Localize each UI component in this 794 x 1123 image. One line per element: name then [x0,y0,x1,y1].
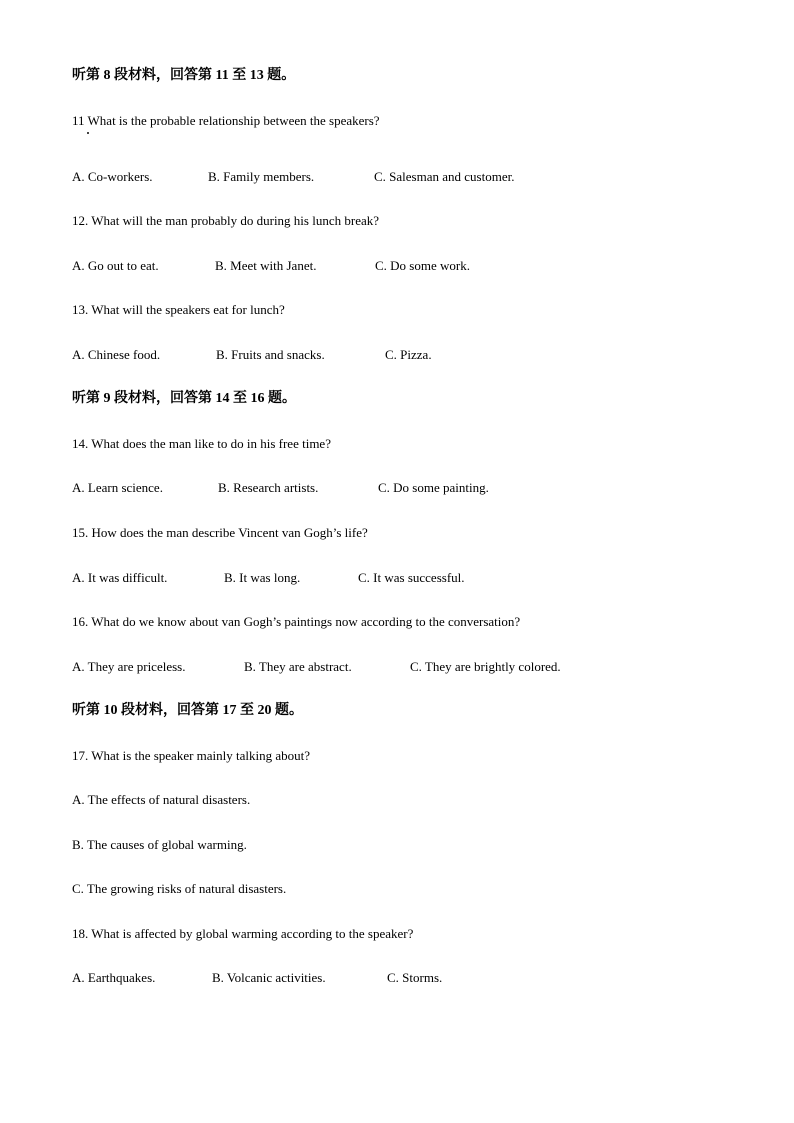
option-a: A. It was difficult. [72,570,168,585]
option-b: B. They are abstract. [244,659,352,674]
option-b: B. Meet with Janet. [215,258,317,273]
question-18-stem: 18. What is affected by global warming according to the speaker? [72,926,414,941]
option-a: A. Earthquakes. [72,970,156,985]
question-11-stem: 11 What is the probable relationship between the speakers? [72,113,380,128]
option-b: B. Family members. [208,169,315,184]
option-c: C. It was successful. [358,570,465,585]
option-b: B. Fruits and snacks. [216,347,325,362]
question-17-option-a: A. The effects of natural disasters. [72,792,251,807]
option-a: A. Learn science. [72,480,163,495]
stray-dot [87,132,89,134]
option-a: A. They are priceless. [72,659,186,674]
question-12-stem: 12. What will the man probably do during his lunch break? [72,213,379,228]
option-c: C. Salesman and customer. [374,169,515,184]
option-a: A. Co-workers. [72,169,153,184]
question-17-option-b: B. The causes of global warming. [72,837,247,852]
option-c: C. They are brightly colored. [410,659,561,674]
option-b: B. Research artists. [218,480,319,495]
question-13-stem: 13. What will the speakers eat for lunch? [72,302,285,317]
option-c: C. Do some painting. [378,480,489,495]
section-heading-9: 听第 9 段材料，回答第 14 至 16 题。 [72,391,296,406]
option-a: A. Go out to eat. [72,258,159,273]
option-c: C. Storms. [387,970,443,985]
question-17-stem: 17. What is the speaker mainly talking about? [72,748,311,763]
question-15-stem: 15. How does the man describe Vincent van Gogh’s life? [72,525,368,540]
option-b: B. It was long. [224,570,301,585]
option-a: A. Chinese food. [72,347,161,362]
option-c: C. Pizza. [385,347,432,362]
question-17-option-c: C. The growing risks of natural disasters. [72,881,287,896]
option-c: C. Do some work. [375,258,470,273]
question-14-stem: 14. What does the man like to do in his free time? [72,436,331,451]
section-heading-8: 听第 8 段材料，回答第 11 至 13 题。 [72,68,296,83]
option-b: B. Volcanic activities. [212,970,326,985]
question-16-stem: 16. What do we know about van Gogh’s paintings now according to the conversation? [72,614,521,629]
section-heading-10: 听第 10 段材料，回答第 17 至 20 题。 [72,703,303,718]
